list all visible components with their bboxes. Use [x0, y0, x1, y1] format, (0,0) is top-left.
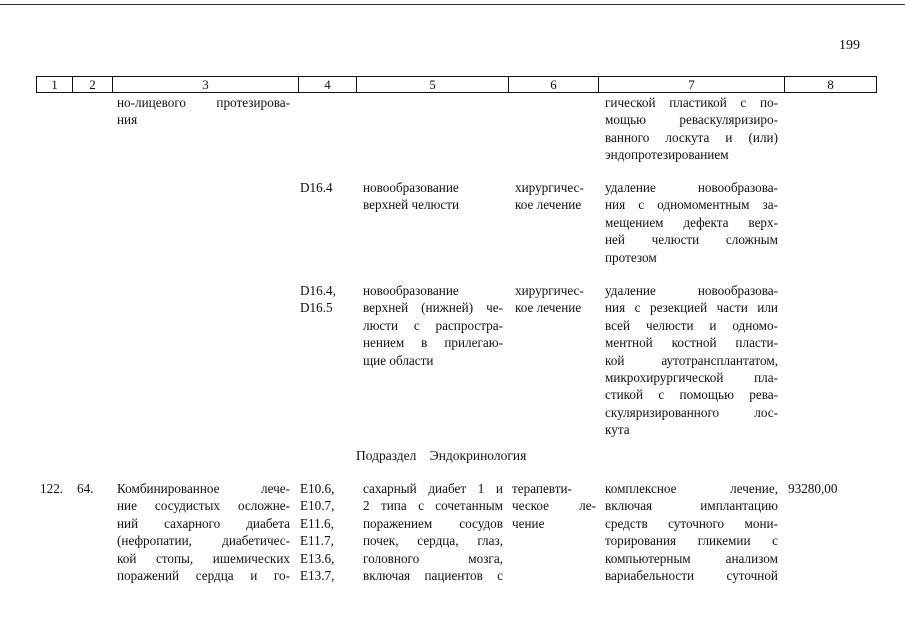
- text-line: D16.4,: [300, 283, 336, 298]
- text-line: комплексное лечение,: [605, 481, 778, 496]
- text-line: E13.6,: [300, 550, 335, 566]
- text-line: эндопротезированием: [605, 147, 729, 163]
- icd-code-cell: [300, 179, 350, 196]
- text-line: ния: [117, 112, 138, 128]
- text-line: включая пациентов с: [363, 568, 503, 584]
- text-line: E11.7,: [300, 533, 334, 549]
- text-line: кой стопы, ишемических: [117, 550, 290, 566]
- procedure-name-cell: [117, 94, 290, 129]
- text-line: новообразование: [363, 283, 459, 298]
- icd-code-cell: [300, 480, 350, 584]
- text-line: включая имплантацию: [605, 498, 778, 514]
- text-line: вариабельности суточной: [605, 568, 778, 584]
- column-header-8: 8: [827, 77, 834, 92]
- text-line: поражением сосудов: [363, 515, 503, 531]
- text-line: E10.6,: [300, 481, 335, 496]
- column-header-1: 1: [37, 77, 73, 92]
- text-line: ванного лоскута и (или): [605, 129, 778, 145]
- text-line: удаление новообразова-: [605, 283, 778, 298]
- diagnosis-cell: [363, 282, 503, 369]
- text-line: ментной костной пласти-: [605, 335, 778, 351]
- text-line: E13.7,: [300, 568, 335, 584]
- text-line: ния с одномоментным за-: [605, 197, 778, 213]
- treatment-method-cell: [605, 94, 778, 164]
- subsection-title: Подраздел Эндокринология: [356, 448, 527, 463]
- treatment-method-cell: [605, 282, 778, 439]
- text-line: протезом: [605, 249, 657, 265]
- text-line: E10.7,: [300, 498, 335, 514]
- text-line: ний сахарного диабета: [117, 515, 290, 531]
- text-line: верхней челюсти: [363, 197, 460, 213]
- text-line: кое лечение: [515, 197, 582, 213]
- text-line: мещением дефекта верх-: [605, 214, 778, 230]
- text-line: кой аутотрансплантатом,: [605, 352, 778, 368]
- cost-cell: 93280,00: [788, 481, 838, 496]
- column-header-2: 2: [73, 77, 113, 92]
- group-number-cell: 64.: [77, 481, 94, 496]
- column-header-5: 5: [357, 77, 509, 92]
- text-line: ния с резекцией части или: [605, 300, 778, 316]
- text-line: компьютерным анализом: [605, 550, 778, 566]
- treatment-type-cell: [515, 282, 595, 317]
- text-line: мощью реваскуляризиро-: [605, 112, 778, 128]
- text-line: но-лицевого протезирова-: [117, 95, 290, 110]
- text-line: терапевти-: [512, 481, 572, 496]
- text-line: D16.5: [300, 300, 333, 316]
- text-line: Комбинированное лече-: [117, 481, 290, 496]
- text-line: всей челюсти и одномо-: [605, 317, 778, 333]
- text-line: E11.6,: [300, 515, 334, 531]
- text-line: стикой с помощью рева-: [605, 387, 778, 403]
- text-line: кое лечение: [515, 300, 582, 316]
- procedure-name-cell: [117, 480, 290, 584]
- column-header-6: 6: [509, 77, 599, 92]
- text-line: хирургичес-: [515, 283, 584, 298]
- text-line: D16.4: [300, 180, 333, 195]
- column-header-3: 3: [113, 77, 299, 92]
- text-line: новообразование: [363, 180, 459, 195]
- text-line: головного мозга,: [363, 550, 503, 566]
- text-line: (нефропатии, диабетичес-: [117, 533, 290, 549]
- top-rule: [0, 4, 905, 5]
- text-line: микрохирургической пла-: [605, 370, 778, 386]
- text-line: ческое ле-: [512, 498, 596, 514]
- text-line: удаление новообразова-: [605, 180, 778, 195]
- text-line: поражений сердца и го-: [117, 568, 290, 584]
- text-line: кута: [605, 422, 630, 438]
- text-line: сахарный диабет 1 и: [363, 481, 503, 496]
- treatment-method-cell: [605, 480, 778, 584]
- text-line: нением в прилегаю-: [363, 335, 503, 351]
- treatment-type-cell: [515, 179, 595, 214]
- text-line: щие области: [363, 352, 434, 368]
- column-header-row: [36, 76, 877, 93]
- text-line: гической пластикой с по-: [605, 95, 778, 110]
- diagnosis-cell: [363, 480, 503, 584]
- text-line: скуляризированного лос-: [605, 404, 778, 420]
- text-line: ней челюсти сложным: [605, 232, 778, 248]
- text-line: верхней (нижней) че-: [363, 300, 503, 316]
- text-line: 2 типа с сочетанным: [363, 498, 503, 514]
- column-header-7: 7: [599, 77, 785, 92]
- row-number-cell: 122.: [40, 481, 64, 496]
- treatment-type-cell: [512, 480, 596, 532]
- text-line: средств суточного мони-: [605, 515, 778, 531]
- text-line: хирургичес-: [515, 180, 584, 195]
- diagnosis-cell: [363, 179, 503, 214]
- text-line: люсти с распростра-: [363, 317, 503, 333]
- page-number: 199: [839, 38, 860, 53]
- column-header-4: 4: [299, 77, 357, 92]
- text-line: торирования гликемии с: [605, 533, 778, 549]
- text-line: почек, сердца, глаз,: [363, 533, 503, 549]
- treatment-method-cell: [605, 179, 778, 266]
- text-line: ние сосудистых осложне-: [117, 498, 290, 514]
- text-line: чение: [512, 515, 545, 531]
- icd-code-cell: [300, 282, 350, 317]
